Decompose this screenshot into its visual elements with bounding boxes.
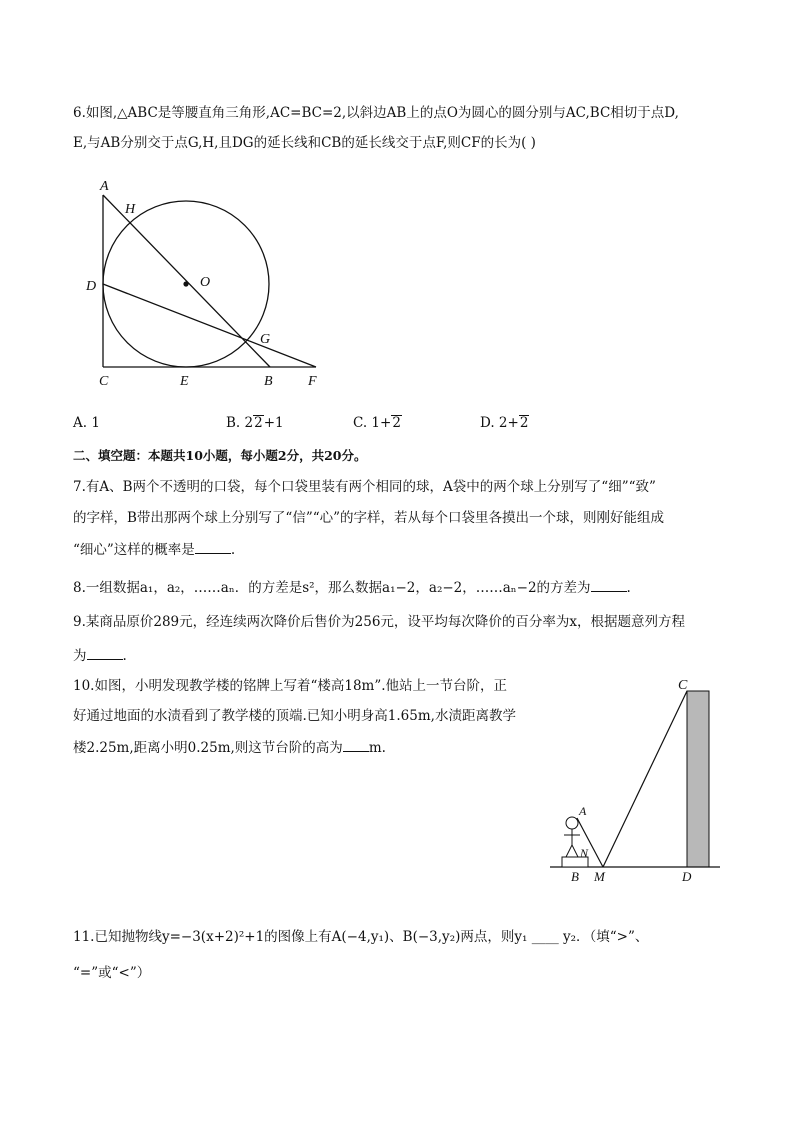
label-h: H bbox=[125, 202, 136, 217]
q9-line2: 为 . bbox=[73, 645, 127, 666]
label-f: F bbox=[308, 374, 317, 389]
q11-line1: 11.已知抛物线y=−3(x+2)²+1的图像上有A(−4,y₁)、B(−3,y₂)两点，则y₁ ____ y₂．（填“>”、 bbox=[73, 929, 649, 945]
q7-answer-blank[interactable] bbox=[195, 539, 231, 554]
sqrt-b: 2 bbox=[254, 415, 263, 431]
label-b: B bbox=[264, 374, 273, 389]
label-g: G bbox=[260, 332, 271, 347]
sqrt-d: 2 bbox=[519, 415, 529, 431]
q6-option-c[interactable]: C. 1+2 bbox=[353, 415, 401, 431]
q9-answer-blank[interactable] bbox=[87, 645, 123, 660]
q10-line2: 好通过地面的水渍看到了教学楼的顶端.已知小明身高1.65m,水渍距离教学 bbox=[73, 708, 516, 724]
q6-line1: 6.如图,△ABC是等腰直角三角形,AC=BC=2,以斜边AB上的点O为圆心的圆分别与AC,BC相切于点D, bbox=[73, 105, 679, 121]
center-o bbox=[183, 281, 188, 286]
label-c: C bbox=[99, 374, 109, 389]
label-m10: M bbox=[594, 869, 605, 884]
q6-option-a[interactable]: A. 1 bbox=[73, 415, 100, 431]
line-df bbox=[103, 284, 316, 367]
q8-answer-blank[interactable] bbox=[591, 577, 627, 592]
label-c10: C bbox=[678, 678, 688, 693]
q10-answer-blank[interactable] bbox=[343, 737, 369, 752]
q7-line1: 7.有A、B两个不透明的口袋，每个口袋里装有两个相同的球，A袋中的两个球上分别写了“细”“致” bbox=[73, 479, 656, 495]
section-2-title: 二、填空题：本题共10小题，每小题2分，共20分。 bbox=[73, 448, 367, 463]
ray-mc bbox=[603, 691, 687, 867]
label-d10: D bbox=[682, 869, 692, 884]
q9-line1: 9.某商品原价289元，经连续两次降价后售价为256元，设平均每次降价的百分率为x，根据题意列方程 bbox=[73, 614, 686, 630]
q8-line: 8.一组数据a₁，a₂，……aₙ．的方差是s²，那么数据a₁−2，a₂−2，……aₙ−2的方差为 . bbox=[73, 577, 631, 598]
label-o: O bbox=[200, 275, 211, 290]
q10-line3: 楼2.25m,距离小明0.25m,则这节台阶的高为 m. bbox=[73, 737, 386, 758]
building bbox=[687, 691, 709, 867]
label-b10: B bbox=[571, 869, 579, 884]
q6-figure bbox=[80, 175, 340, 395]
hypotenuse-ab bbox=[103, 195, 270, 367]
q6-option-b[interactable]: B. 22+1 bbox=[226, 415, 284, 431]
q7-line3: “细心”这样的概率是 . bbox=[73, 539, 235, 560]
sqrt-c: 2 bbox=[392, 415, 401, 431]
label-d: D bbox=[86, 279, 97, 294]
label-a: A bbox=[100, 179, 109, 194]
q10-figure bbox=[545, 675, 725, 885]
q7-line2: 的字样，B带出那两个球上分别写了“信”“心”的字样，若从每个口袋里各摸出一个球，则刚好能组成 bbox=[73, 510, 665, 526]
label-e: E bbox=[180, 374, 189, 389]
label-a10: A bbox=[579, 804, 587, 818]
label-n10: N bbox=[580, 846, 589, 860]
q11-line2: “=”或“<”） bbox=[73, 965, 151, 981]
person-head bbox=[566, 817, 578, 829]
q6-line2: E,与AB分别交于点G,H,且DG的延长线和CB的延长线交于点F,则CF的长为( ) bbox=[73, 135, 536, 151]
q6-option-d[interactable]: D. 2+2 bbox=[480, 415, 529, 431]
q10-line1: 10.如图，小明发现教学楼的铭牌上写着“楼高18m”.他站上一节台阶，正 bbox=[73, 678, 508, 694]
